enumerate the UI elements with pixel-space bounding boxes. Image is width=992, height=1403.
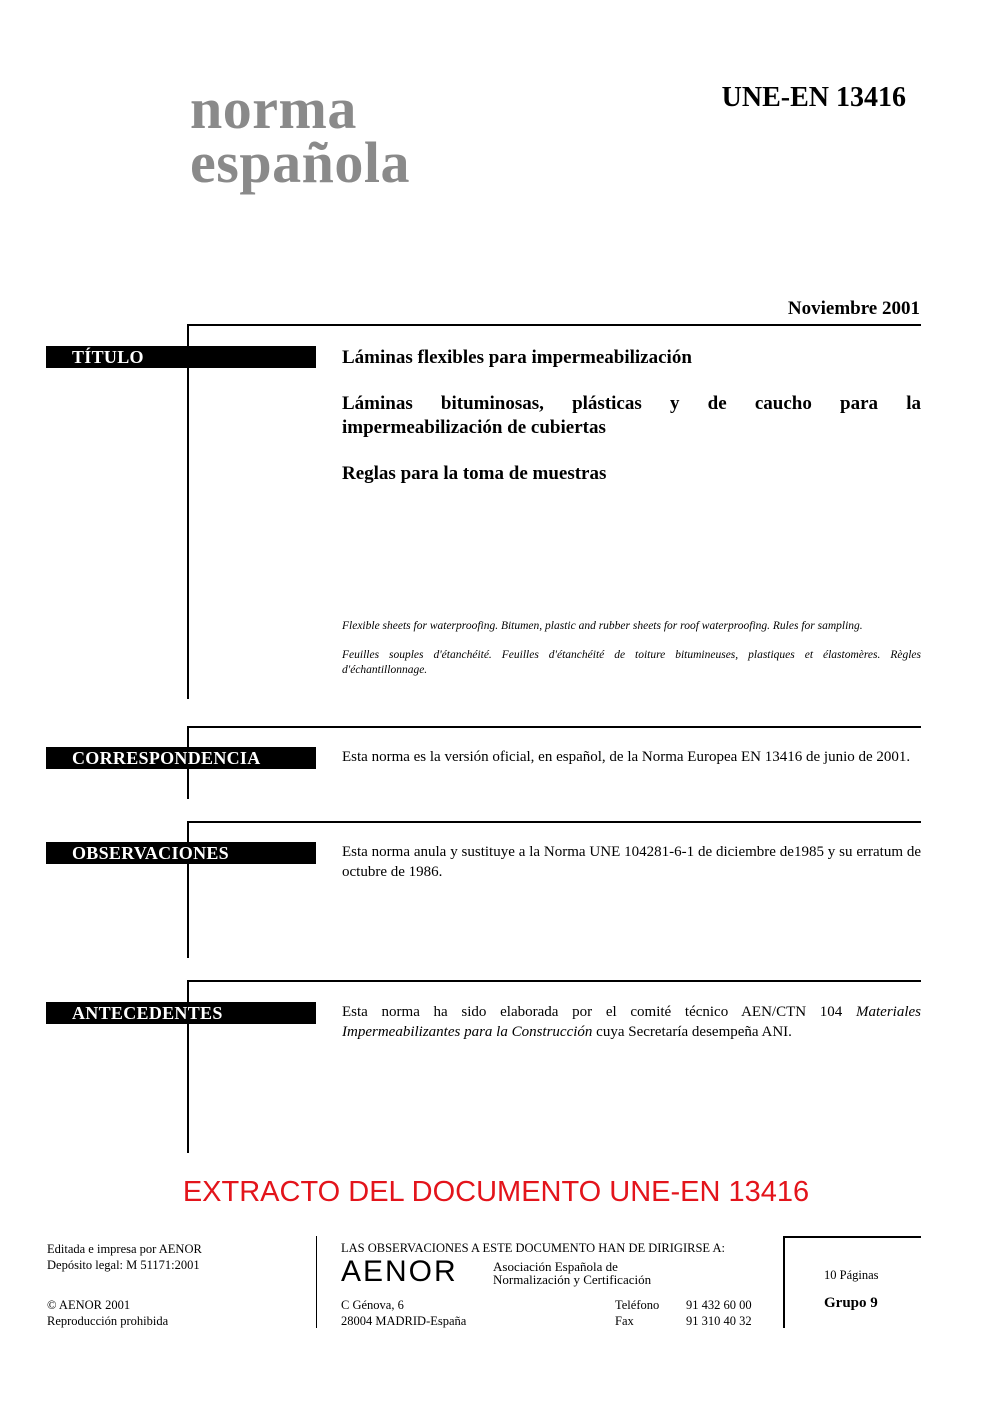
antecedentes-committee-name: Materiales Impermeabilizantes para la Construcción [342, 1004, 921, 1040]
section-vertical-rule [187, 324, 189, 699]
pages-box-left [783, 1236, 785, 1328]
standard-code: UNE-EN 13416 [721, 82, 906, 113]
section-label-correspondencia: CORRESPONDENCIA [46, 747, 316, 769]
footer-deposito: Depósito legal: M 51171:2001 [47, 1258, 200, 1272]
footer-edition [47, 1241, 202, 1273]
footer-address [341, 1297, 466, 1329]
publication-date: Noviembre 2001 [787, 298, 920, 319]
address-city: 28004 MADRID-España [341, 1314, 467, 1328]
telefono-value: 91 432 60 00 [686, 1298, 752, 1312]
antecedentes-text-end: cuya Secretaría desempeña ANI. [592, 1024, 792, 1040]
footer-contact-values [686, 1297, 752, 1329]
pages-box-top [783, 1236, 921, 1238]
section-divider [188, 821, 921, 823]
page-count: 10 Páginas [824, 1268, 879, 1282]
antecedentes-text-start: Esta norma ha sido elaborada por el comité técnico AEN/CTN 104 [342, 1004, 856, 1020]
title-sub: Láminas bituminosas, plásticas y de caucho para la impermeabilización de cubiertas [342, 393, 921, 438]
fax-value: 91 310 40 32 [686, 1314, 752, 1328]
footer-reproduction: Reproducción prohibida [47, 1314, 169, 1328]
footer-divider [316, 1236, 317, 1328]
footer-copyright: © AENOR 2001 [47, 1298, 131, 1312]
extract-notice: EXTRACTO DEL DOCUMENTO UNE-EN 13416 [182, 1176, 810, 1208]
brand-line-2: española [190, 130, 410, 195]
titulo-content [342, 346, 921, 508]
brand-wordmark [190, 76, 410, 195]
section-divider [188, 980, 921, 982]
footer-edited: Editada e impresa por AENOR [47, 1242, 202, 1256]
footer-observaciones-heading: LAS OBSERVACIONES A ESTE DOCUMENTO HAN DE DIRIGIRSE A: [341, 1241, 725, 1255]
fax-label: Fax [615, 1314, 634, 1328]
section-divider [188, 726, 921, 728]
observaciones-text: Esta norma anula y sustituye a la Norma UNE 104281-6-1 de diciembre de1985 y su erratum de octubre de 1986. [342, 844, 921, 880]
section-label-antecedentes: ANTECEDENTES [46, 1002, 316, 1024]
title-english: Flexible sheets for waterproofing. Bitumen, plastic and rubber sheets for roof waterproofing. Rules for sampling. [342, 620, 863, 632]
title-french: Feuilles souples d'étanchéité. Feuilles d'étanchéité de toiture bitumineuses, plastiques et élastomères. Règles d'échantillonnage. [342, 649, 921, 676]
title-rules: Reglas para la toma de muestras [342, 463, 607, 484]
footer-rights [47, 1297, 168, 1329]
brand-line-1: norma [190, 76, 357, 141]
aenor-name-line-1: Asociación Española de [493, 1259, 618, 1274]
section-label-observaciones: OBSERVACIONES [46, 842, 316, 864]
antecedentes-text [342, 1002, 921, 1042]
address-street: C Génova, 6 [341, 1298, 404, 1312]
price-group: Grupo 9 [824, 1295, 878, 1311]
footer-contact-labels [615, 1297, 659, 1329]
aenor-fullname [493, 1260, 651, 1286]
section-label-titulo: TÍTULO [46, 346, 316, 368]
translations [342, 619, 921, 692]
title-main: Láminas flexibles para impermeabilización [342, 347, 692, 368]
aenor-name-line-2: Normalización y Certificación [493, 1272, 652, 1287]
aenor-logo: AENOR [341, 1255, 458, 1288]
correspondencia-text: Esta norma es la versión oficial, en español, de la Norma Europea EN 13416 de junio de 2001. [342, 749, 911, 765]
section-divider [188, 324, 921, 326]
telefono-label: Teléfono [615, 1298, 660, 1312]
